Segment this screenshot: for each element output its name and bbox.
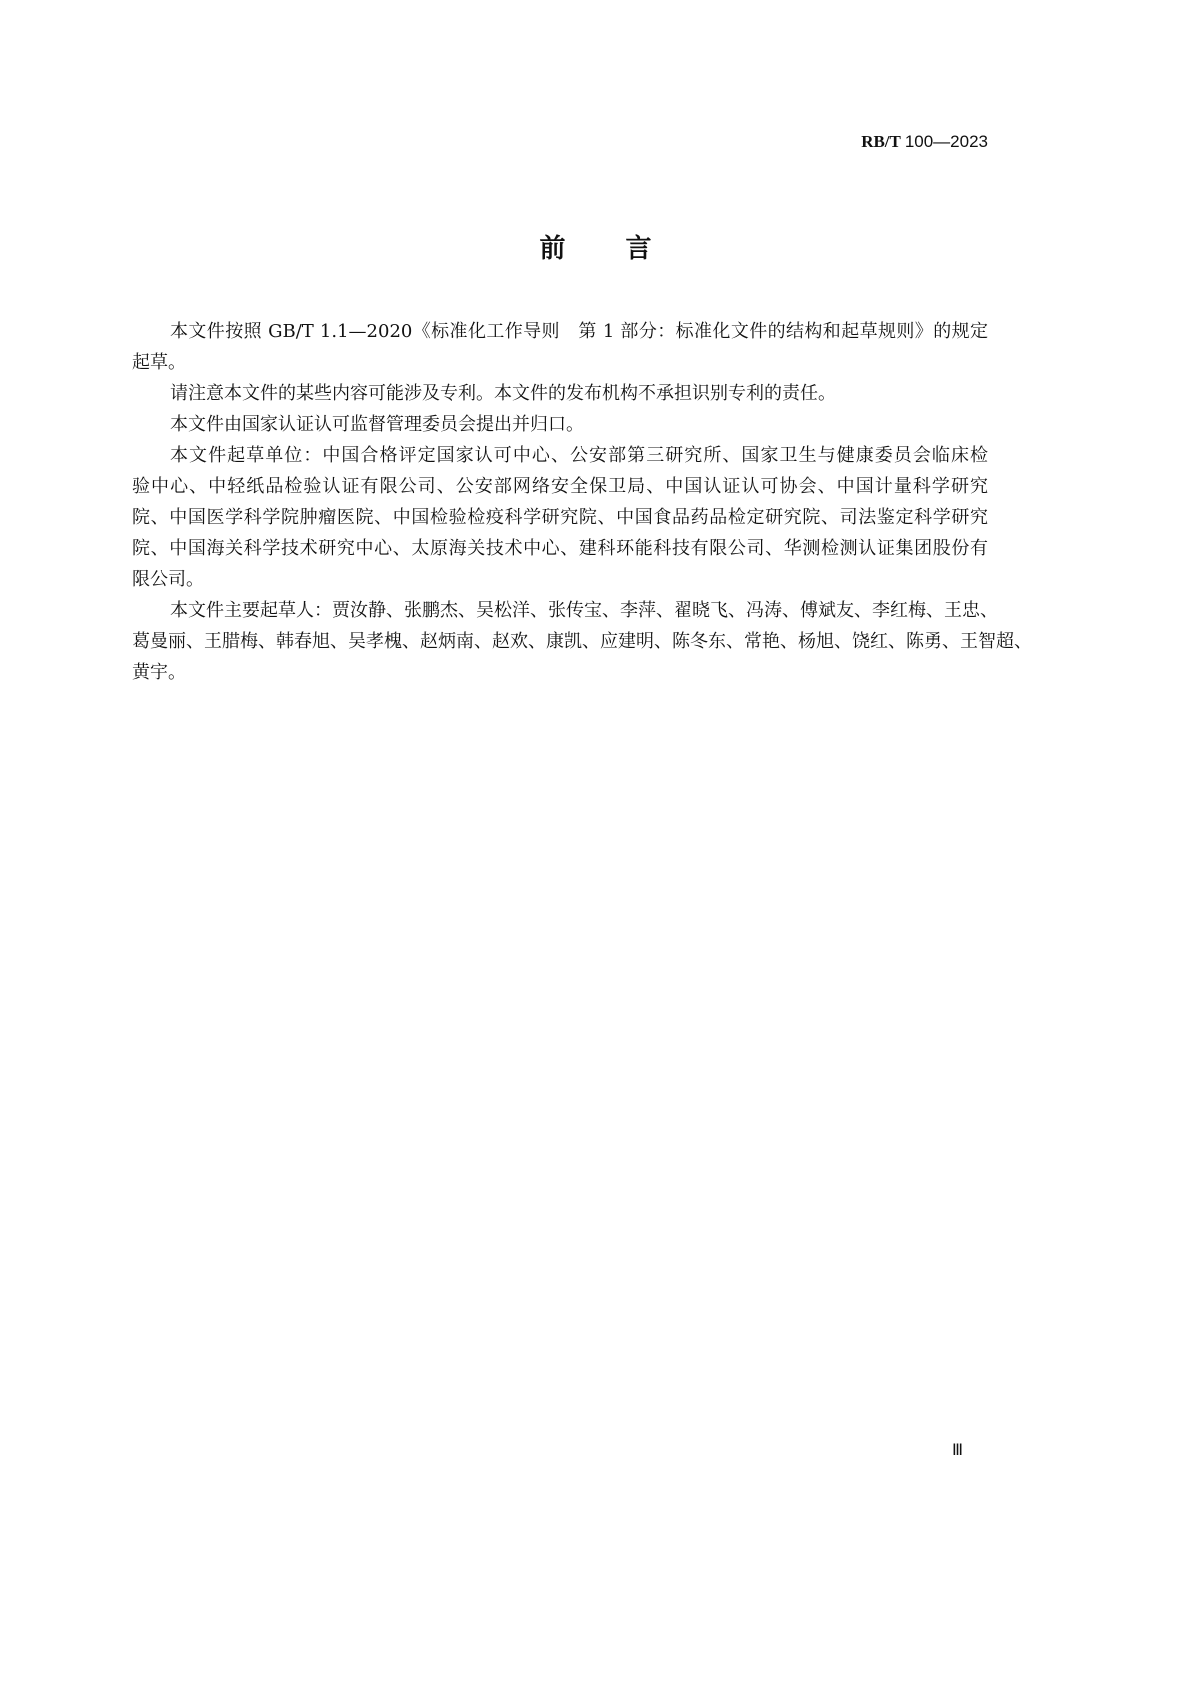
paragraph-line: 验中心、中轻纸品检验认证有限公司、公安部网络安全保卫局、中国认证认可协会、中国计量科学研究 [132,476,988,497]
page-title: 前言 [539,234,712,264]
standard-number: 100—2023 [904,132,988,151]
paragraph-line: 院、中国医学科学院肿瘤医院、中国检验检疫科学研究院、中国食品药品检定研究院、司法鉴定科学研究 [132,507,988,528]
paragraph [132,440,988,595]
standard-number-header [861,132,988,152]
paragraph-line: 限公司。 [132,569,204,590]
paragraph [132,409,988,440]
document-body [132,316,1032,688]
paragraph-line: 葛曼丽、王腊梅、韩春旭、吴孝槐、赵炳南、赵欢、康凯、应建明、陈冬东、常艳、杨旭、饶红、陈勇、王智超、 [132,631,1032,652]
paragraph-line: 本文件按照 GB/T 1.1—2020《标准化工作导则 第 1 部分：标准化文件的结构和起草规则》的规定 [170,321,988,342]
paragraph [132,378,988,409]
page-number: Ⅲ [952,1442,964,1459]
paragraph-line: 本文件由国家认证认可监督管理委员会提出并归口。 [170,414,584,435]
paragraph-line: 本文件主要起草人：贾汝静、张鹏杰、吴松洋、张传宝、李萍、翟晓飞、冯涛、傅斌友、李红梅、王忠、 [170,600,998,621]
paragraph-line: 黄宇。 [132,662,186,683]
paragraph-line: 院、中国海关科学技术研究中心、太原海关技术中心、建科环能科技有限公司、华测检测认证集团股份有 [132,538,988,559]
standard-prefix: RB/T [861,132,901,151]
paragraph-line: 请注意本文件的某些内容可能涉及专利。本文件的发布机构不承担识别专利的责任。 [170,383,836,404]
paragraph [132,595,1032,688]
paragraph-line: 本文件起草单位：中国合格评定国家认可中心、公安部第三研究所、国家卫生与健康委员会临床检 [170,445,988,466]
paragraph [132,316,988,378]
paragraph-line: 起草。 [132,352,186,373]
